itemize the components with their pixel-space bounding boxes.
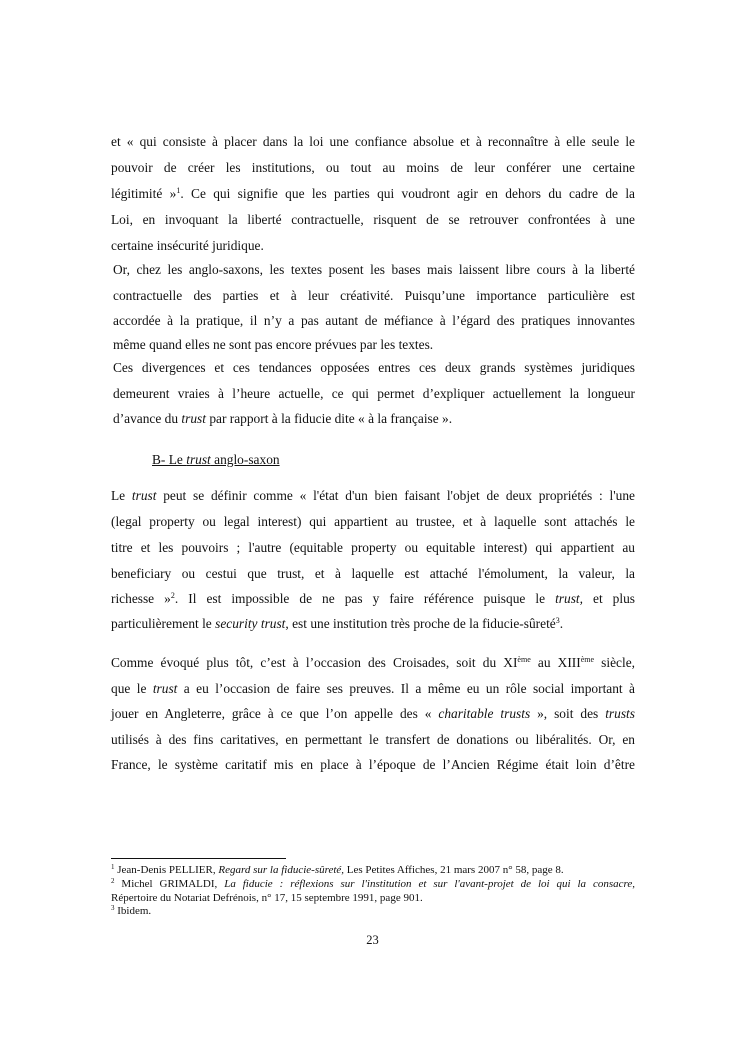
paragraph-4-line-5 (111, 591, 635, 607)
paragraph-2-line-1: Or, chez les anglo-saxons, les textes posent les bases mais laissent libre cours à la liberté (113, 262, 635, 277)
italic-title: Regard sur la fiducie-sûreté, (218, 864, 345, 876)
paragraph-2-line-3: accordée à la pratique, il n’y a pas autant de méfiance à l’égard des pratiques innovantes (113, 313, 635, 328)
text-run: au XIII (530, 655, 581, 670)
text-run: richesse » (111, 591, 171, 606)
superscript: ème (517, 655, 531, 664)
text-run: . (559, 616, 564, 631)
footnote-separator (111, 858, 286, 859)
footnote-ref-2: 2 (170, 591, 175, 600)
paragraph-4-line-1 (111, 488, 635, 504)
footnote-number: 3 (111, 904, 115, 912)
heading-suffix: anglo-saxon (210, 452, 280, 467)
footnote-ref-3: 3 (555, 616, 560, 625)
paragraph-3-line-3 (113, 411, 635, 427)
footnote-number: 1 (111, 863, 115, 871)
superscript: ème (580, 655, 595, 664)
paragraph-4-line-3: titre et les pouvoirs ; l'autre (equitable property ou equitable interest) qui appartient au (111, 540, 635, 555)
text-run: siècle, (594, 655, 635, 670)
paragraph-1-line-3 (111, 186, 635, 202)
text-run: . Il est impossible de ne pas y faire référence puisque le (174, 591, 556, 606)
italic-term: trust (131, 488, 157, 503)
text-run: jouer en Angleterre, grâce à ce que l’on appelle des « (111, 706, 439, 721)
text-run: légitimité » (111, 186, 177, 201)
paragraph-4-line-6 (111, 616, 635, 632)
italic-term: trust (152, 681, 178, 696)
paragraph-5-line-4: utilisés à des fins caritatives, en permettant le transfert de donations ou libéralités. Or, en (111, 732, 635, 747)
paragraph-5-line-3 (111, 706, 635, 722)
paragraph-2-line-2: contractuelle des parties et à leur créativité. Puisqu’une importance particulière est (113, 288, 635, 303)
text-run: peut se définir comme « l'état d'un bien faisant l'objet de deux propriétés : l'une (156, 488, 635, 503)
paragraph-2-line-4: même quand elles ne sont pas encore prévues par les textes. (113, 337, 434, 352)
paragraph-4-line-2: (legal property ou legal interest) qui appartient au trustee, et à laquelle sont attachés le (111, 514, 635, 529)
footnote-ref-1: 1 (176, 186, 181, 195)
text-run: d’avance du (113, 411, 182, 426)
footnote-2-line-2: Répertoire du Notariat Defrénois, n° 17, 15 septembre 1991, page 901. (111, 892, 423, 904)
footnote-1 (111, 864, 635, 877)
text-run: , est une institution très proche de la fiducie-sûreté (285, 616, 556, 631)
heading-prefix: B- Le (152, 452, 187, 467)
paragraph-1-line-1: et « qui consiste à placer dans la loi une confiance absolue et à reconnaître à elle seule le (111, 134, 635, 149)
text-run: », soit des (530, 706, 606, 721)
text-run: Ibidem. (114, 905, 152, 917)
page-number: 23 (366, 933, 379, 947)
paragraph-5-line-5: France, le système caritatif mis en place à l’époque de l’Ancien Régime était loin d’être (111, 757, 635, 772)
italic-term: trust (181, 411, 206, 426)
section-heading (152, 452, 280, 468)
paragraph-1-line-2: pouvoir de créer les institutions, ou tout au moins de leur conférer une certaine (111, 160, 635, 175)
text-run: Michel GRIMALDI, (114, 878, 225, 890)
text-run: Le (111, 488, 132, 503)
text-run: et plus (582, 591, 636, 606)
text-run: , (632, 878, 636, 890)
text-run: que le (111, 681, 153, 696)
italic-term: security trust (215, 616, 286, 631)
italic-term: charitable trusts (438, 706, 531, 721)
heading-italic: trust (186, 452, 211, 467)
paragraph-5-line-2 (111, 681, 635, 697)
text-run: Jean-Denis PELLIER, (114, 864, 219, 876)
text-run: a eu l’occasion de faire ses preuves. Il a même eu un rôle social important à (177, 681, 636, 696)
footnote-number: 2 (111, 877, 115, 885)
text-run: Les Petites Affiches, 21 mars 2007 n° 58, page 8. (344, 864, 564, 876)
text-run: . Ce qui signifie que les parties qui voudront agir en dehors du cadre de la (180, 186, 635, 201)
italic-term: trusts (605, 706, 635, 721)
text-run: particulièrement le (111, 616, 216, 631)
text-run: par rapport à la fiducie dite « à la française ». (205, 411, 453, 426)
italic-term: trust, (555, 591, 583, 606)
paragraph-1-line-4: Loi, en invoquant la liberté contractuelle, risquent de se retrouver confrontées à une (111, 212, 635, 227)
paragraph-1-line-5: certaine insécurité juridique. (111, 238, 264, 253)
paragraph-4-line-4: beneficiary ou cestui que trust, et à laquelle est attaché l'émolument, la valeur, la (111, 566, 635, 581)
italic-title: La fiducie : réflexions sur l'institution et sur l'avant-projet de loi qui la consacre (224, 878, 633, 890)
paragraph-3-line-1: Ces divergences et ces tendances opposées entres ces deux grands systèmes juridiques (113, 360, 635, 375)
text-run: Comme évoqué plus tôt, c’est à l’occasion des Croisades, soit du XI (111, 655, 518, 670)
footnote-3 (111, 905, 635, 918)
footnote-2 (111, 878, 635, 891)
paragraph-3-line-2: demeurent vraies à l’heure actuelle, ce qui permet d’expliquer actuellement la longueur (113, 386, 635, 401)
paragraph-5-line-1 (111, 655, 635, 671)
